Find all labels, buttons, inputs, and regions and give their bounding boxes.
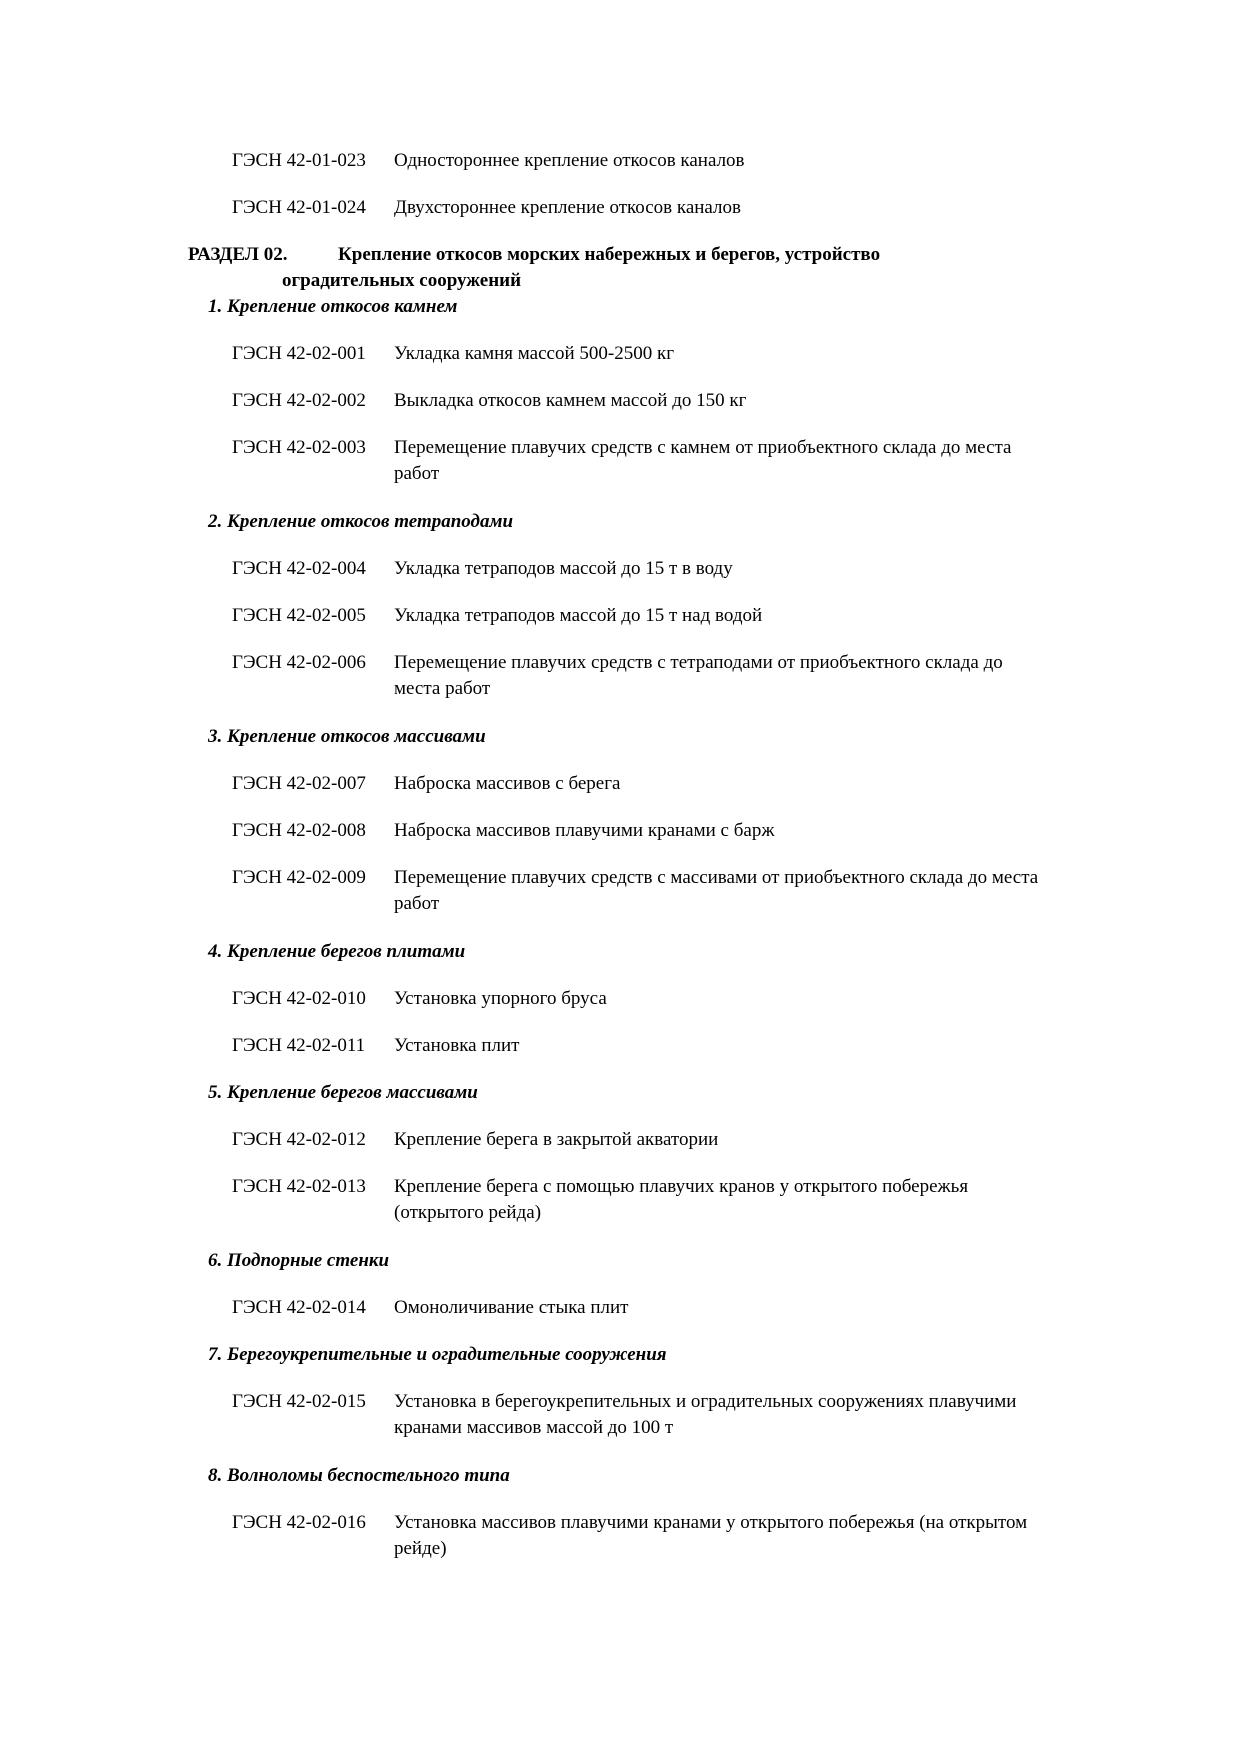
norm-code: ГЭСН 42-02-016 [232, 1512, 366, 1533]
norm-code: ГЭСН 42-02-010 [232, 988, 366, 1009]
norm-title: Перемещение плавучих средств с камнем от приобъектного склада до места работ [394, 437, 1012, 484]
subsection-heading: 2. Крепление откосов тетраподами [208, 511, 514, 532]
norm-title: Наброска массивов с берега [394, 773, 621, 794]
norm-entry [232, 1174, 1052, 1226]
norm-code: ГЭСН 42-02-003 [232, 437, 366, 458]
norm-code: ГЭСН 42-02-011 [232, 1035, 366, 1056]
norm-title: Крепление берега в закрытой акватории [394, 1129, 719, 1150]
norm-title: Выкладка откосов камнем массой до 150 кг [394, 390, 747, 411]
norm-title: Укладка камня массой 500-2500 кг [394, 343, 674, 364]
norm-entry [232, 435, 1052, 487]
norm-title: Наброска массивов плавучими кранами с барж [394, 820, 775, 841]
norm-title: Установка упорного бруса [394, 988, 607, 1009]
norm-entry [232, 556, 1052, 582]
norm-title: Установка массивов плавучими кранами у открытого побережья (на открытом рейде) [394, 1512, 1028, 1559]
norm-code: ГЭСН 42-02-013 [232, 1176, 366, 1197]
norm-entry [232, 341, 1052, 367]
subsection-heading: 7. Берегоукрепительные и оградительные сооружения [208, 1344, 667, 1365]
norm-entry [232, 603, 1052, 629]
subsection-heading: 8. Волноломы беспостельного типа [208, 1465, 510, 1486]
norm-title: Укладка тетраподов массой до 15 т в воду [394, 558, 733, 579]
norm-title: Перемещение плавучих средств с массивами от приобъектного склада до места работ [394, 867, 1039, 914]
subsection-heading: 3. Крепление откосов массивами [208, 726, 486, 747]
norm-entry [232, 986, 1052, 1012]
norm-code: ГЭСН 42-02-006 [232, 652, 366, 673]
norm-title: Установка в берегоукрепительных и оградительных сооружениях плавучими кранами массивов массой до 100 т [394, 1391, 1017, 1438]
norm-code: ГЭСН 42-02-014 [232, 1297, 366, 1318]
norm-entry [232, 771, 1052, 797]
norm-title: Крепление берега с помощью плавучих кранов у открытого побережья (открытого рейда) [394, 1176, 969, 1223]
norm-code: ГЭСН 42-02-009 [232, 867, 366, 888]
norm-code: ГЭСН 42-01-024 [232, 197, 366, 218]
norm-entry [232, 865, 1052, 917]
norm-entry [232, 148, 1052, 174]
norm-code: ГЭСН 42-02-015 [232, 1391, 366, 1412]
norm-entry [232, 1295, 1052, 1321]
norm-entry [232, 650, 1052, 702]
norm-code: ГЭСН 42-02-007 [232, 773, 366, 794]
subsection-heading: 5. Крепление берегов массивами [208, 1082, 478, 1103]
norm-code: ГЭСН 42-02-012 [232, 1129, 366, 1150]
norm-code: ГЭСН 42-01-023 [232, 150, 366, 171]
norm-title: Двухстороннее крепление откосов каналов [394, 197, 741, 218]
subsection-heading: 1. Крепление откосов камнем [208, 296, 458, 317]
norm-title: Укладка тетраподов массой до 15 т над водой [394, 605, 763, 626]
norm-entry [232, 1389, 1052, 1441]
section-title-line1: Крепление откосов морских набережных и берегов, устройство [338, 244, 881, 265]
norm-code: ГЭСН 42-02-004 [232, 558, 366, 579]
norm-entry [232, 1033, 1052, 1059]
norm-title: Перемещение плавучих средств с тетраподами от приобъектного склада до места работ [394, 652, 1003, 699]
norm-entry [232, 195, 1052, 221]
norm-title: Одностороннее крепление откосов каналов [394, 150, 745, 171]
norm-entry [232, 818, 1052, 844]
section-heading [188, 242, 1028, 294]
norm-title: Установка плит [394, 1035, 520, 1056]
subsection-heading: 6. Подпорные стенки [208, 1250, 390, 1271]
norm-code: ГЭСН 42-02-002 [232, 390, 366, 411]
norm-title: Омоноличивание стыка плит [394, 1297, 629, 1318]
norm-entry [232, 1127, 1052, 1153]
section-title-line2: оградительных сооружений [282, 270, 522, 291]
norm-entry [232, 1510, 1052, 1562]
norm-code: ГЭСН 42-02-008 [232, 820, 366, 841]
norm-entry [232, 388, 1052, 414]
subsection-heading: 4. Крепление берегов плитами [208, 941, 466, 962]
section-number: РАЗДЕЛ 02. [188, 244, 288, 265]
norm-code: ГЭСН 42-02-001 [232, 343, 366, 364]
norm-code: ГЭСН 42-02-005 [232, 605, 366, 626]
